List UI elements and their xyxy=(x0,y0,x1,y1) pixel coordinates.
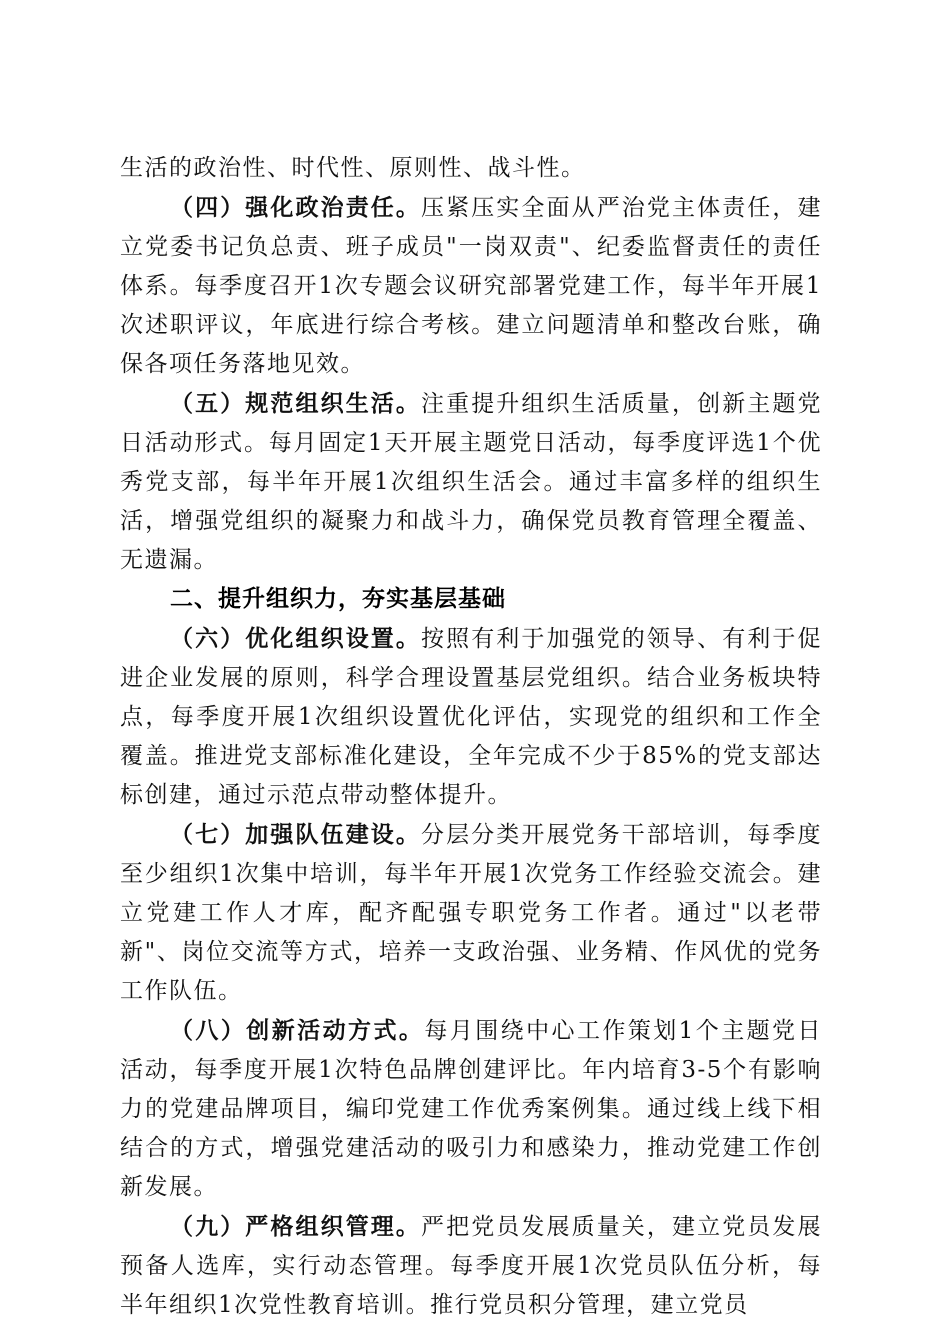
paragraph-body: 严把党员发展质量关，建立党员发展预备人选库，实行动态管理。每季度开展1次党员队伍分析，每半年组织1次党性教育培训。推行党员积分管理，建立党员 xyxy=(120,1214,823,1318)
paragraph-lead: （八）创新活动方式。 xyxy=(170,1017,425,1044)
paragraph-body: 注重提升组织生活质量，创新主题党日活动形式。每月固定1天开展主题党日活动，每季度评选1个优秀党支部，每半年开展1次组织生活会。通过丰富多样的组织生活，增强党组织的凝聚力和战斗力，确保党员教育管理全覆盖、无遗漏。 xyxy=(120,391,823,573)
document-body xyxy=(120,149,822,1325)
paragraph-continuation xyxy=(120,149,822,188)
paragraph-item-6 xyxy=(120,619,822,815)
paragraph-body: 按照有利于加强党的领导、有利于促进企业发展的原则，科学合理设置基层党组织。结合业务板块特点，每季度开展1次组织设置优化评估，实现党的组织和工作全覆盖。推进党支部标准化建设，全年完成不少于85%的党支部达标创建，通过示范点带动整体提升。 xyxy=(120,626,823,808)
paragraph-lead: （七）加强队伍建设。 xyxy=(170,821,421,848)
paragraph-item-5 xyxy=(120,384,822,580)
paragraph-item-9 xyxy=(120,1207,822,1325)
paragraph-body: 分层分类开展党务干部培训，每季度至少组织1次集中培训，每半年开展1次党务工作经验交流会。建立党建工作人才库，配齐配强专职党务工作者。通过"以老带新"、岗位交流等方式，培养一支政治强、业务精、作风优的党务工作队伍。 xyxy=(120,822,823,1004)
paragraph-item-4 xyxy=(120,188,822,384)
paragraph-item-8 xyxy=(120,1011,822,1207)
paragraph-lead: （九）严格组织管理。 xyxy=(170,1213,421,1240)
paragraph-lead: （五）规范组织生活。 xyxy=(170,390,421,417)
paragraph-body: 压紧压实全面从严治党主体责任，建立党委书记负总责、班子成员"一岗双责"、纪委监督责任的责任体系。每季度召开1次专题会议研究部署党建工作，每半年开展1次述职评议，年底进行综合考核。建立问题清单和整改台账，确保各项任务落地见效。 xyxy=(120,195,823,377)
paragraph-lead: （六）优化组织设置。 xyxy=(170,625,421,652)
paragraph-body: 生活的政治性、时代性、原则性、战斗性。 xyxy=(120,155,586,181)
paragraph-lead: （四）强化政治责任。 xyxy=(170,194,421,221)
paragraph-body: 每月围绕中心工作策划1个主题党日活动，每季度开展1次特色品牌创建评比。年内培育3-5个有影响力的党建品牌项目，编印党建工作优秀案例集。通过线上线下相结合的方式，增强党建活动的吸引力和感染力，推动党建工作创新发展。 xyxy=(120,1018,822,1200)
section-heading: 二、提升组织力，夯实基层基础 xyxy=(170,586,506,612)
paragraph-item-7 xyxy=(120,815,822,1011)
